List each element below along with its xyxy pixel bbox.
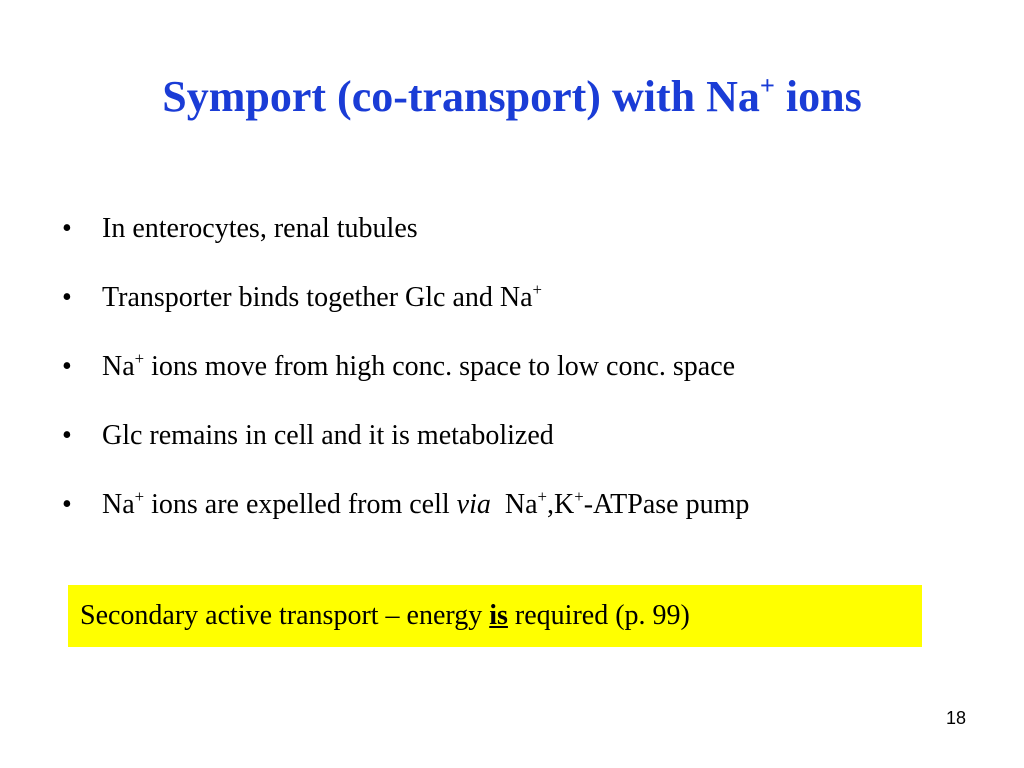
bullet-item: [62, 345, 1002, 414]
superscript: +: [574, 486, 584, 506]
italic-text: via: [456, 489, 491, 520]
superscript: +: [532, 279, 543, 299]
bullet-text-segment: ions are expelled from cell: [144, 489, 457, 520]
bullet-item: [62, 276, 1002, 345]
slide-title-suffix: ions: [774, 72, 862, 121]
bullet-item: [62, 414, 1002, 483]
bullet-text-segment: Transporter binds together Glc and Na: [102, 282, 533, 313]
bullet-text: In enterocytes, renal tubules: [102, 213, 418, 244]
note-emphasis: is: [489, 600, 508, 631]
superscript: +: [134, 486, 145, 506]
bullet-marker: •: [62, 420, 72, 451]
bullet-marker: •: [62, 213, 72, 244]
bullet-marker: •: [62, 282, 72, 313]
bullet-text-segment: ,K: [547, 489, 575, 520]
bullet-text-segment: Na: [102, 351, 135, 382]
note-text-after: required (p. 99): [507, 600, 690, 631]
note-text-before: Secondary active transport – energy: [80, 600, 490, 631]
bullet-list: [62, 207, 1002, 552]
slide-title-main: Symport (co-transport) with Na: [162, 72, 760, 121]
page-number: 18: [945, 708, 966, 728]
bullet-text-segment: ions move from high conc. space to low conc. space: [144, 351, 736, 382]
superscript: +: [537, 486, 548, 506]
bullet-text-segment: -ATPase pump: [583, 489, 750, 520]
highlight-note-box: [68, 585, 922, 647]
slide-title-superscript: +: [759, 70, 775, 101]
superscript: +: [134, 348, 145, 368]
bullet-item: [62, 483, 1002, 552]
slide-title: [0, 66, 1024, 128]
bullet-text-segment: Na: [102, 489, 135, 520]
bullet-text: [102, 483, 1002, 527]
bullet-text-segment: Na: [490, 489, 538, 520]
bullet-marker: •: [62, 351, 72, 382]
highlight-note-text: [80, 585, 690, 647]
bullet-item: [62, 207, 1002, 276]
bullet-text: [102, 276, 1002, 320]
bullet-text: Glc remains in cell and it is metabolized: [102, 420, 554, 451]
bullet-marker: •: [62, 489, 72, 520]
bullet-text: [102, 345, 1002, 389]
